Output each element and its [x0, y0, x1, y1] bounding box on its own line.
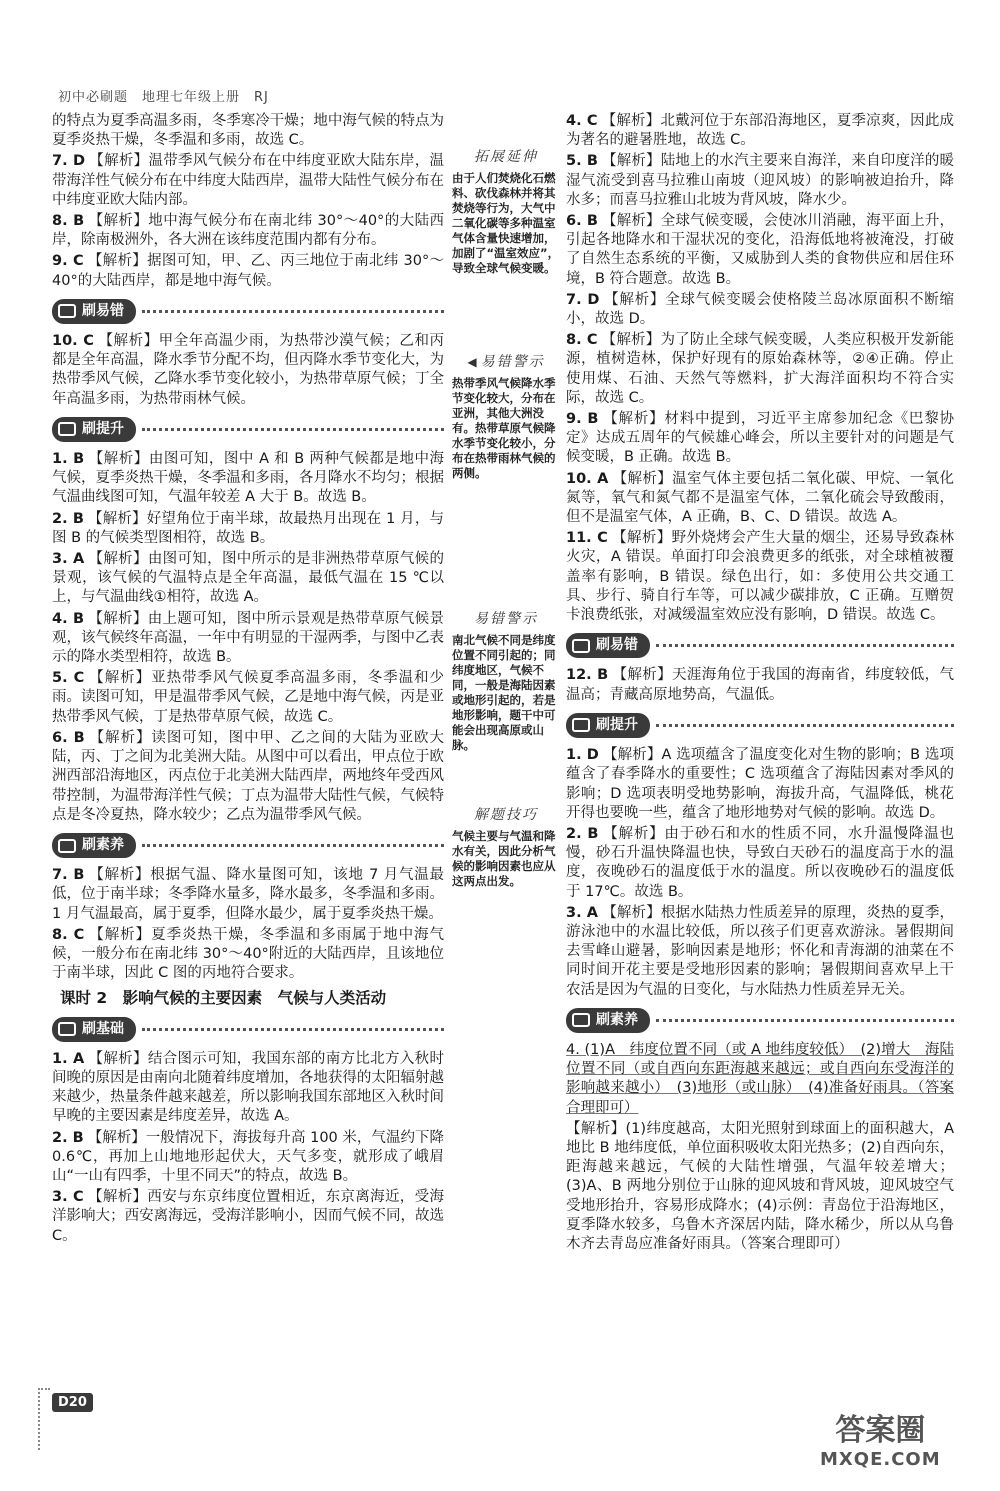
analysis-tag: 【解析】: [601, 332, 661, 349]
analysis-tag: 【解析】: [87, 1129, 146, 1146]
answer-item: [566, 112, 954, 150]
section-suyang-left: [52, 833, 444, 858]
section-tisheng-left: [52, 417, 444, 442]
question-number: 11. C: [566, 530, 608, 547]
answer-item: [52, 729, 444, 825]
side-note-yicuo-1: [452, 355, 560, 481]
answer-item: [52, 252, 444, 290]
answer-item: [52, 669, 444, 727]
answer-text: 的特点为夏季高温多雨，冬季寒冷干燥；地中海气候的特点为夏季炎热干燥，冬季温和多雨，故选 C。: [52, 113, 444, 149]
analysis-tag: 【解析】: [603, 291, 666, 308]
side-note-text: 由于人们焚烧化石燃料、砍伐森林并将其焚烧等行为，大气中二氧化碳等多种温室气体含量快速增加，加剧了“温室效应”，导致全球气候变暖。: [452, 171, 560, 275]
question-number: 7. B: [52, 867, 85, 884]
answer-item: [566, 904, 954, 1000]
answer-text: 天涯海角位于我国的海南省，纬度较低，气温高；青藏高原地势高，气温低。: [566, 667, 955, 703]
question-number: 9. B: [566, 411, 599, 428]
section-badge: [566, 713, 650, 738]
side-note-text: 热带季风气候降水季节变化较大，分布在亚洲，其他大洲没有。热带草原气候降水季节变化较小，分布在热带雨林气候的两侧。: [452, 376, 556, 480]
section-badge: [52, 1017, 136, 1042]
answer-text: 温带季风气候分布在中纬度亚欧大陆东岸，温带海洋性气候分布在中纬度大陆西岸，温带大陆性气候分布在中纬度亚欧大陆内部。: [52, 153, 445, 208]
side-note-jieti: [452, 808, 560, 889]
lesson-title: 课时 2 影响气候的主要因素 气候与人类活动: [60, 989, 387, 1008]
question-number: 12. B: [566, 667, 609, 684]
watermark-url: MXQE.COM: [820, 1449, 941, 1470]
question-number: 10. C: [52, 333, 94, 350]
question-number: 7. D: [52, 153, 85, 170]
question-number: 9. C: [52, 253, 84, 270]
analysis-tag: 【解析】: [602, 747, 662, 764]
answer-text: 西安与东京纬度位置相近，东京离海近，受海洋影响大；西安离海远，受海洋影响小，因而气候不同，故选 C。: [52, 1189, 445, 1244]
analysis-tag: 【解析】: [612, 470, 673, 487]
answer-text: 甲全年高温少雨，为热带沙漠气候；乙和丙都是全年高温，降水季节分配不均，但丙降水季节变化大，为热带季风气候，乙降水季节变化较小，为热带草原气候；丁全年高温多雨，为热带雨林气候。: [52, 333, 445, 407]
page-corner-mark: [38, 1388, 50, 1450]
answer-text: 全球气候变暖，会使冰川消融，海平面上升，引起各地降水和干湿状况的变化，沿海低地将被淹没，打破了自然生态系统的平衡，又威胁到人类的食物供应和居住环境，B 符合题意。故选 B。: [566, 213, 954, 287]
book-icon: [572, 639, 590, 653]
answer-text: 由图可知，图中所示的是非洲热带草原气候的景观，该气候的气温特点是全年高温，最低气温在 15 ℃以上，与气温曲线①相符，故选 A。: [52, 551, 445, 606]
answer-text: 一般情况下，海拔每升高 100 米，气温约下降0.6℃，再加上山地地形起伏大，天气多变，就形成了峨眉山“一山有四季，十里不同天”的特点，故选 B。: [52, 1129, 444, 1184]
book-icon: [572, 718, 590, 732]
question-number: 3. C: [52, 1189, 84, 1206]
left-block-1: [52, 112, 444, 291]
watermark-logo: 答案圈: [835, 1413, 926, 1448]
dotted-divider: [142, 1028, 444, 1031]
analysis-tag: 【解析】: [88, 551, 148, 568]
book-icon: [572, 1013, 590, 1027]
dotted-divider: [142, 310, 444, 313]
analysis-tag: 【解析】: [601, 113, 661, 129]
answer-item: [566, 470, 954, 528]
answer-item: [52, 1188, 444, 1246]
section-label: 刷易错: [596, 637, 638, 654]
section-badge: [566, 633, 650, 658]
answer-item: [52, 1050, 444, 1127]
answer-text: 读图可知，图中甲、乙之间的大陆为亚欧大陆，丙、丁之间为北美洲大陆。从图中可以看出，甲点位于欧洲西部沿海地区，丙点位于北美洲大陆西岸，两地终年受西风带控制，为温带海洋性气候；丁点为温带大陆性气候，气候特点是冬冷夏热，降水较少；乙点为温带季风气候。: [52, 729, 445, 823]
question-number: 3. A: [52, 551, 85, 568]
side-note-yicuo-2: [452, 612, 560, 753]
answer-item: [52, 610, 444, 668]
book-icon: [58, 839, 76, 853]
answer-item: [52, 332, 444, 409]
arrow-left-icon: ◀: [467, 355, 479, 369]
section-badge: [566, 1008, 650, 1033]
answer-text: 野外烧烤会产生大量的烟尘，还易导致森林火灾，A 错误。单面打印会浪费更多的纸张，对全球植被覆盖率有影响，B 错误。绿色出行，如：多使用公共交通工具、步行、骑自行车等，可以减少碳排放，C 正确。互赠贺卡浪费纸张，对减缓温室效应没有影响，D 错误。故选 C。: [566, 530, 955, 624]
left-block-2: [52, 332, 444, 409]
section-tisheng-right: [566, 713, 954, 738]
section-jichu-left: [52, 1017, 444, 1042]
answer-4: 4. (1)A 纬度位置不同（或 A 地纬度较低） (2)增大 海陆位置不同（或自西向东距海越来越远；或自西向东受海洋的影响越来越小） (3)地形（或山脉） (4)准备好雨具。（答案合理即可）: [566, 1041, 954, 1116]
right-block-3: [566, 746, 954, 1000]
question-number: 4. C: [566, 113, 598, 129]
question-number: 2. B: [52, 1129, 84, 1146]
question-number: 6. B: [52, 729, 85, 746]
answer-item: [52, 212, 444, 250]
answer-4-analysis: 【解析】(1)纬度越高，太阳光照射到球面上的面积越大，A 地比 B 地纬度低，单位面积吸收太阳光热多；(2)自西向东，距海越来越远，气候的大陆性增强，气温年较差增大；(3)A、B 两地分别位于山脉的迎风坡和背风坡，迎风坡空气受地形抬升，容易形成降水；(4)示例：青岛位于沿海地区，夏季降水较多，乌鲁木齐深居内陆，降水稀少，所以从乌鲁木齐去青岛应准备好雨具。（答案合理即可）: [566, 1120, 954, 1252]
answer-text: 北戴河位于东部沿海地区，夏季凉爽，因此成为著名的避暑胜地，故选 C。: [566, 113, 955, 149]
question-number: 7. D: [566, 291, 600, 308]
analysis-tag: 【解析】: [87, 1189, 148, 1206]
answer-item: [566, 331, 954, 408]
question-number: 6. B: [566, 213, 598, 230]
analysis-tag: 【解析】: [602, 904, 661, 921]
side-note-title: 易错警示: [474, 611, 538, 627]
page-header: 初中必刷题 地理七年级上册 RJ: [58, 90, 269, 105]
question-number: 4. B: [52, 610, 85, 627]
right-block-1: [566, 112, 954, 625]
book-icon: [58, 304, 76, 318]
question-number: 8. C: [566, 332, 598, 349]
answer-item: [566, 666, 954, 704]
answer-item: [52, 866, 444, 924]
analysis-tag: 【解析】: [601, 153, 661, 170]
section-label: 刷提升: [596, 716, 638, 733]
question-number: 1. B: [52, 451, 85, 468]
answer-item: [52, 550, 444, 608]
book-icon: [58, 422, 76, 436]
section-badge: [52, 299, 136, 324]
left-block-3: [52, 450, 444, 825]
right-block-2: [566, 666, 954, 704]
analysis-tag: 【解析】: [87, 510, 147, 527]
answer-item: [52, 510, 444, 548]
dotted-divider: [656, 724, 954, 727]
answer-item: [52, 1129, 444, 1187]
watermark: [820, 1405, 941, 1470]
answer-text: 据图可知，甲、乙、丙三地位于南北纬 30°～40°的大陆西岸，都是地中海气候。: [52, 253, 445, 289]
dotted-divider: [142, 428, 444, 431]
side-note-title: 拓展延伸: [474, 149, 538, 165]
answer-text: 为了防止全球气候变暖，人类应积极开发新能源，植树造林，保护好现有的原始森林等，②④正确。停止使用煤、石油、天然气等燃料，扩大海洋面积均不符合实际，故选 C。: [566, 332, 955, 406]
dotted-divider: [656, 1019, 954, 1022]
section-label: 刷素养: [82, 836, 124, 853]
section-yicuo-left: [52, 299, 444, 324]
question-number: 5. B: [566, 153, 598, 170]
answer-text: 由于砂石和水的性质不同，水升温慢降温也慢，砂石升温快降温也快，导致白天砂石的温度高于水的温度，夜晚砂石的温度低于水的温度。所以夜晚砂石的温度低于 17℃。故选 B。: [566, 825, 955, 900]
answer-text: 夏季炎热干燥，冬季温和多雨属于地中海气候，一般分布在南北纬 30°～40°附近的大陆西岸，且该地位于南半球，因此 C 图的丙地符合要求。: [52, 926, 445, 982]
answer-item: [566, 291, 954, 329]
side-note-tuozhan: [452, 150, 560, 276]
analysis-tag: 【解析】: [88, 926, 152, 943]
section-suyang-right: [566, 1008, 954, 1033]
answer-item: [566, 529, 954, 625]
side-note-title: ◀ 易错警示: [467, 354, 545, 370]
analysis-tag: 【解析】: [88, 213, 149, 230]
book-icon: [58, 1022, 76, 1036]
side-note-title: 解题技巧: [474, 807, 538, 823]
question-number: 3. A: [566, 904, 599, 921]
answer-text: 地中海气候分布在南北纬 30°～40°的大陆西岸，除南极洲外，各大洲在该纬度范围内都有分布。: [52, 213, 445, 249]
answer-item: [566, 152, 954, 210]
answer-text: 材料中提到，习近平主席参加纪念《巴黎协定》达成五周年的气候雄心峰会，所以主要针对的问题是气候变暖，B 正确。故选 B。: [566, 411, 955, 466]
answer-item: [52, 450, 444, 508]
answer-text: 根据水陆热力性质差异的原理，炎热的夏季，游泳池中的水温比较低，所以孩子们更喜欢游泳。暑假期间去雪峰山避暑，影响因素是地形；怀化和青海湖的油菜在不同时间开花主要是受地形因素的影响；暑假期间喜欢早上干农活是因为气温的日变化，与水陆热力性质差异无关。: [566, 904, 955, 998]
left-block-5: [52, 1050, 444, 1246]
section-label: 刷基础: [82, 1020, 124, 1037]
question-number: 1. D: [566, 747, 599, 764]
answer-text: 根据气温、降水量图可知，该地 7 月气温最低，位于南半球；冬季降水量多，降水最多，冬季温和多雨。1 月气温最高，属于夏季，但降水最少，属于夏季炎热干燥。: [52, 867, 444, 922]
answer-item: [52, 926, 444, 984]
answer-text: 由上题可知，图中所示景观是热带草原气候景观，该气候终年高温，一年中有明显的干湿两季，与图中乙表示的降水类型相符，故选 B。: [52, 610, 445, 666]
analysis-tag: 【解析】: [601, 213, 661, 230]
analysis-tag: 【解析】: [602, 411, 665, 428]
answer-text: 结合图示可知，我国东部的南方比北方入秋时间晚的原因是由南向北随着纬度增加，各地获得的太阳辐射越来越少，热量条件越来越差，所以影响我国东部地区入秋时间早晚的主要因素是纬度差异，故选 A。: [52, 1050, 445, 1125]
analysis-tag: 【解析】: [88, 867, 151, 884]
answer-item: [52, 112, 444, 150]
left-column: [52, 112, 444, 1248]
question-number: 1. A: [52, 1050, 85, 1067]
analysis-tag: 【解析】: [88, 610, 148, 627]
question-number: 8. C: [52, 926, 85, 943]
question-number: 8. B: [52, 213, 85, 230]
section-badge: [52, 417, 136, 442]
question-number: 2. B: [52, 510, 84, 527]
answer-text: 由图可知，图中 A 和 B 两种气候都是地中海气候，夏季炎热干燥，冬季温和多雨，各月降水不均匀；根据气温曲线图可知，气温年较差 A 大于 B。故选 B。: [52, 451, 444, 506]
answer-item: [566, 410, 954, 468]
analysis-tag: 【解析】: [602, 825, 665, 842]
answer-item: [566, 746, 954, 823]
dotted-divider: [656, 644, 954, 647]
answer-text: 好望角位于南半球，故最热月出现在 1 月，与图 B 的气候类型图相符，故选 B。: [52, 510, 445, 546]
section-badge: [52, 833, 136, 858]
section-label: 刷提升: [82, 420, 124, 437]
left-block-4: [52, 866, 444, 983]
page-number: D20: [52, 1393, 93, 1412]
analysis-tag: 【解析】: [612, 667, 672, 684]
question-number: 2. B: [566, 825, 599, 842]
answer-item: [566, 825, 954, 902]
answer-text: 陆地上的水汽主要来自海洋，来自印度洋的暖湿气流受到喜马拉雅山南坡（迎风坡）的影响被迫抬升，降水多；而喜马拉雅山北坡为背风坡，降水少。: [566, 153, 954, 208]
analysis-tag: 【解析】: [88, 153, 149, 170]
question-number: 5. C: [52, 670, 85, 687]
answer-text: 温室气体主要包括二氧化碳、甲烷、一氧化氮等，氧气和氮气都不是温室气体，二氧化硫会导致酸雨，但不是温室气体，A 正确，B、C、D 错误。故选 A。: [566, 470, 954, 526]
dotted-divider: [142, 844, 444, 847]
answer-text: A 选项蕴含了温度变化对生物的影响；B 选项蕴含了春季降水的重要性；C 选项蕴含了海陆因素对季风的影响；D 选项表明受地势影响，海拔升高，气温降低，桃花开得也要晚一些，蕴含了地形地势对气候的影响。故选 D。: [566, 747, 954, 821]
right-column: [566, 112, 954, 1256]
analysis-tag: 【解析】: [611, 530, 672, 547]
analysis-tag: 【解析】: [88, 1050, 148, 1067]
analysis-tag: 【解析】: [87, 253, 148, 270]
answer-text: 全球气候变暖会使格陵兰岛冰原面积不断缩小，故选 D。: [566, 291, 955, 328]
side-note-text: 南北气候不同是纬度位置不同引起的；同纬度地区，气候不同，一般是海陆因素或地形引起的，若是地形影响，题干中可能会出现高原或山脉。: [452, 633, 556, 752]
section-label: 刷易错: [82, 302, 124, 319]
section-yicuo-right: [566, 633, 954, 658]
answer-item: [52, 152, 444, 210]
answer-item: [566, 212, 954, 289]
analysis-tag: 【解析】: [88, 451, 149, 468]
analysis-tag: 【解析】: [97, 333, 159, 350]
answer-text: 亚热带季风气候夏季高温多雨，冬季温和少雨。读图可知，甲是温带季风气候，乙是地中海气候，丙是亚热带季风气候，丁是热带草原气候，故选 C。: [52, 670, 445, 725]
analysis-tag: 【解析】: [88, 729, 152, 746]
section-label: 刷素养: [596, 1011, 638, 1028]
question-number: 10. A: [566, 470, 609, 487]
analysis-tag: 【解析】: [88, 670, 152, 687]
side-note-text: 气候主要与气温和降水有关，因此分析气候的影响因素也应从这两点出发。: [452, 829, 556, 888]
